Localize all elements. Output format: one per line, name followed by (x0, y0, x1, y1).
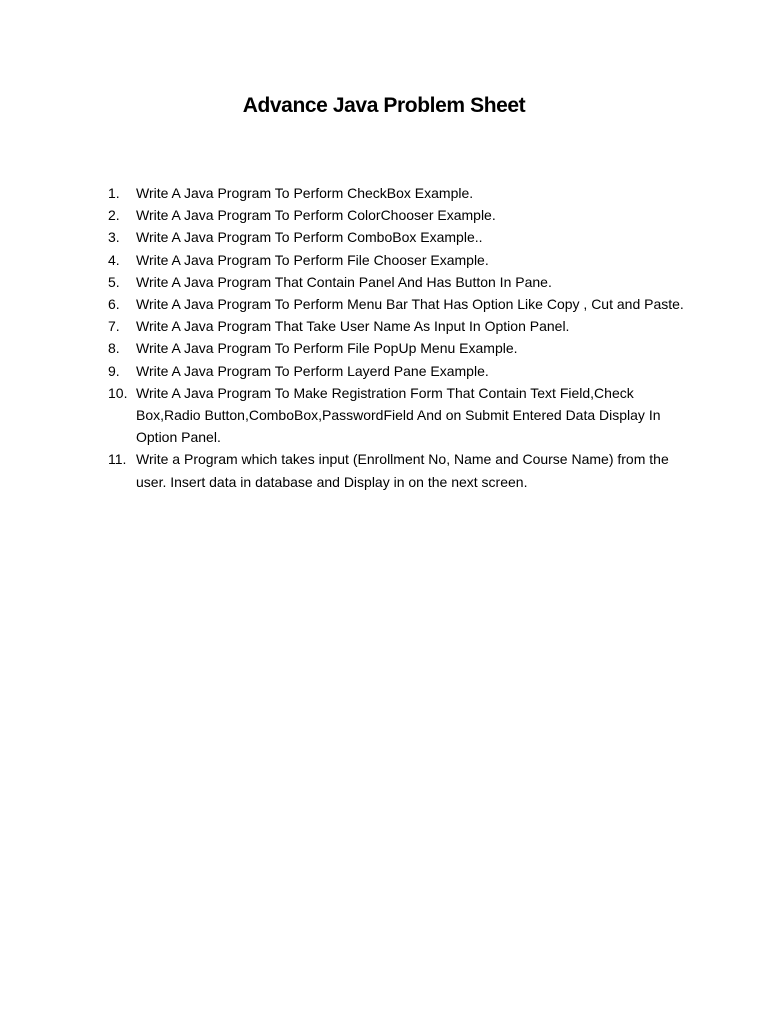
problem-item (108, 226, 688, 248)
problem-number: 6. (108, 296, 120, 313)
problem-text: Write A Java Program To Perform Layerd Pane Example. (136, 362, 489, 379)
problem-number: 9. (108, 362, 120, 379)
problem-text: Write A Java Program To Make Registration Form That Contain Text Field,Check Box,Radio Button,ComboBox,PasswordField And on Submit Entered Data Display In Option Panel. (136, 384, 661, 446)
problem-item (108, 382, 688, 449)
problem-number: 1. (108, 185, 120, 201)
problem-number: 11. (108, 451, 127, 468)
problem-number: 2. (108, 207, 120, 224)
problem-text: Write A Java Program To Perform Menu Bar That Has Option Like Copy , Cut and Paste. (136, 296, 684, 313)
problem-item (108, 315, 688, 337)
problem-text: Write a Program which takes input (Enrollment No, Name and Course Name) from the user. Insert data in database and Display in on the next screen. (136, 451, 669, 490)
problem-item (108, 271, 688, 293)
problem-item (108, 293, 688, 315)
problem-number: 10. (108, 384, 128, 401)
problem-number: 5. (108, 273, 120, 290)
problem-text: Write A Java Program That Take User Name As Input In Option Panel. (136, 318, 570, 335)
problem-item (108, 360, 688, 382)
problem-number: 4. (108, 251, 120, 268)
problem-item (108, 249, 688, 271)
problem-text: Write A Java Program To Perform File Chooser Example. (136, 251, 489, 268)
problem-item (108, 204, 688, 226)
problem-item (108, 448, 688, 492)
problem-number: 8. (108, 340, 120, 357)
problem-number: 3. (108, 229, 120, 246)
problem-item (108, 182, 688, 204)
problem-text: Write A Java Program To Perform CheckBox Example. (136, 185, 474, 201)
problem-list (108, 182, 688, 493)
problem-text: Write A Java Program To Perform ComboBox Example.. (136, 229, 483, 246)
problem-text: Write A Java Program To Perform File PopUp Menu Example. (136, 340, 518, 357)
page-title: Advance Java Problem Sheet (242, 94, 526, 117)
problem-text: Write A Java Program To Perform ColorChooser Example. (136, 207, 496, 224)
problem-number: 7. (108, 318, 120, 335)
problem-text: Write A Java Program That Contain Panel And Has Button In Pane. (136, 273, 552, 290)
problem-item (108, 337, 688, 359)
